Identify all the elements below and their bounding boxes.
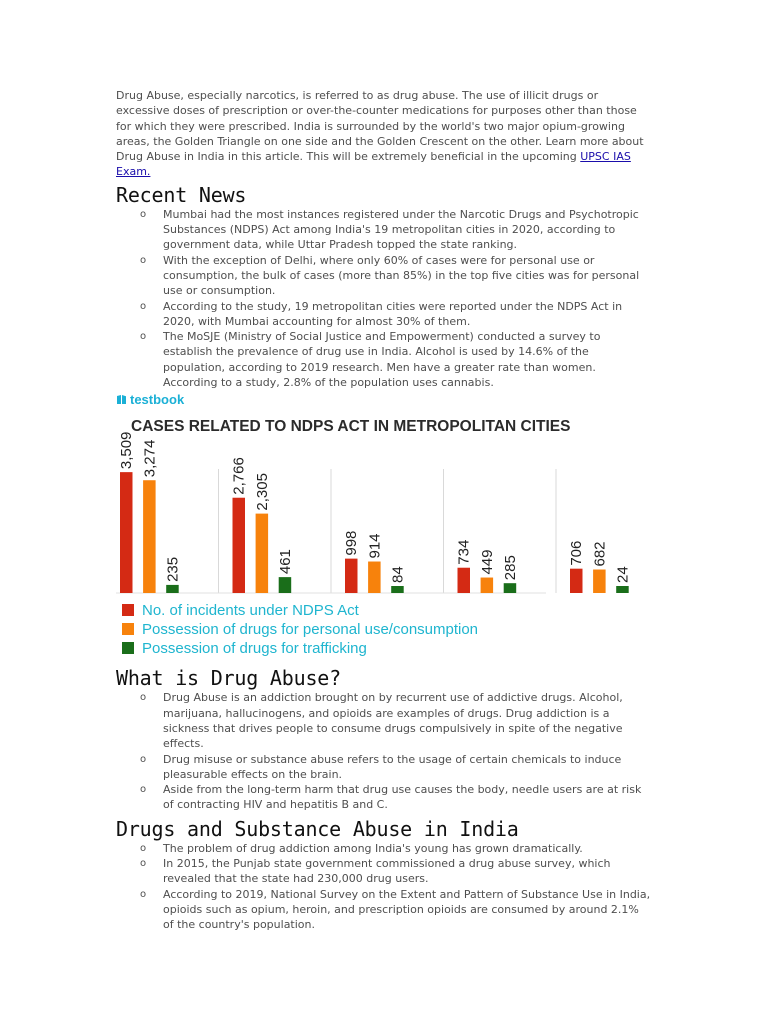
drugs-in-india-list xyxy=(116,841,652,933)
chart-value-label: 998 xyxy=(343,530,361,556)
bullet-icon: o xyxy=(140,208,147,220)
upsc-exam-link[interactable]: UPSC IAS Exam. xyxy=(116,150,631,179)
chart-title: CASES RELATED TO NDPS ACT IN METROPOLITAN CITIES xyxy=(131,418,571,436)
legend-swatch xyxy=(122,623,134,635)
chart-value-label: 449 xyxy=(478,549,496,575)
drugs-in-india-heading: Drugs and Substance Abuse in India xyxy=(116,816,519,841)
bullet-icon: o xyxy=(140,254,147,266)
ndps-chart xyxy=(116,407,652,659)
legend-label: Possession of drugs for trafficking xyxy=(142,640,367,658)
list-item-text: The MoSJE (Ministry of Social Justice and Empowerment) conducted a survey to establish the prevalence of drug use in India. Alcohol is used by 14.6% of the population, according to 2019 research. Men have a greater rate than women. According to a study, 2.8% of the population uses cannabis. xyxy=(163,330,601,390)
chart-value-label: 706 xyxy=(568,540,586,567)
chart-value-label: 682 xyxy=(591,541,609,567)
chart-value-label: 24 xyxy=(614,566,632,584)
chart-value-label: 914 xyxy=(366,533,384,559)
chart-value-label: 285 xyxy=(501,555,519,581)
chart-value-label: 84 xyxy=(389,566,407,584)
list-item-text: With the exception of Delhi, where only 60% of cases were for personal use or consumption, the bulk of cases (more than 85%) in the top five cities was for personal use or consumption. xyxy=(163,253,640,298)
chart-bar xyxy=(616,586,629,593)
intro-paragraph xyxy=(116,88,652,180)
bullet-icon: o xyxy=(140,753,147,765)
legend-swatch xyxy=(122,604,134,616)
chart-value-label: 2,305 xyxy=(253,473,271,511)
chart-bar xyxy=(166,585,179,593)
list-item xyxy=(116,782,652,813)
chart-bar xyxy=(368,562,381,593)
testbook-logo-icon xyxy=(116,394,127,405)
list-item-text: According to 2019, National Survey on the Extent and Pattern of Substance Use in India, opioids such as opium, heroin, and prescription opioids are consumed by around 2.1% of the country's population. xyxy=(163,887,651,932)
what-is-heading: What is Drug Abuse? xyxy=(116,666,341,691)
testbook-logo xyxy=(116,391,652,407)
chart-bar xyxy=(593,570,606,593)
list-item-text: According to the study, 19 metropolitan cities were reported under the NDPS Act in 2020, with Mumbai accounting for almost 30% of them. xyxy=(163,299,623,328)
chart-value-label: 3,509 xyxy=(118,431,136,470)
bullet-icon: o xyxy=(140,784,147,796)
legend-swatch xyxy=(122,642,134,654)
chart-value-label: 461 xyxy=(276,549,294,575)
recent-news-list xyxy=(116,207,652,391)
recent-news-heading: Recent News xyxy=(116,182,247,207)
what-is-list xyxy=(116,690,652,812)
bullet-icon: o xyxy=(140,888,147,900)
list-item-text: Drug misuse or substance abuse refers to the usage of certain chemicals to induce pleasurable effects on the brain. xyxy=(163,752,622,781)
list-item xyxy=(116,299,652,330)
bullet-icon: o xyxy=(140,842,147,854)
list-item-text: The problem of drug addiction among India's young has grown dramatically. xyxy=(163,841,583,855)
legend-label: Possession of drugs for personal use/consumption xyxy=(142,621,479,639)
chart-bar xyxy=(143,481,156,594)
chart-bar xyxy=(570,569,583,593)
chart-bar xyxy=(120,472,133,593)
chart-bar xyxy=(481,578,494,593)
testbook-logo-text: testbook xyxy=(130,391,185,407)
chart-value-label: 235 xyxy=(164,557,182,583)
list-item xyxy=(116,329,652,390)
list-item xyxy=(116,690,652,751)
list-item-text: Mumbai had the most instances registered under the Narcotic Drugs and Psychotropic Substances (NDPS) Act among India's 19 metropolitan cities in 2020, according to government data, while Uttar Pradesh topped the state ranking. xyxy=(163,207,639,252)
chart-bar xyxy=(458,568,471,593)
chart-value-label: 3,274 xyxy=(141,440,159,478)
bullet-icon: o xyxy=(140,858,147,870)
list-item xyxy=(116,887,652,933)
bullet-icon: o xyxy=(140,331,147,343)
legend-label: No. of incidents under NDPS Act xyxy=(142,602,359,620)
chart-bar xyxy=(256,514,269,593)
chart-bar xyxy=(345,559,358,593)
list-item-text: Aside from the long-term harm that drug use causes the body, needle users are at risk of contracting HIV and hepatitis B and C. xyxy=(163,783,642,812)
chart-value-label: 2,766 xyxy=(230,457,248,496)
chart-bar xyxy=(279,577,292,593)
list-item-text: In 2015, the Punjab state government commissioned a drug abuse survey, which revealed that the state had 230,000 drug users. xyxy=(163,857,611,886)
list-item-text: Drug Abuse is an addiction brought on by recurrent use of addictive drugs. Alcohol, marijuana, hallucinogens, and opioids are examples of drugs. Drug addiction is a sickness that drives people to consume drugs compulsively in spite of the negative effects. xyxy=(163,691,623,751)
chart-bar xyxy=(391,586,404,593)
bullet-icon: o xyxy=(140,692,147,704)
list-item xyxy=(116,253,652,299)
list-item xyxy=(116,752,652,783)
chart-bar xyxy=(504,584,517,594)
article xyxy=(116,88,652,933)
chart-bar xyxy=(233,498,246,593)
bullet-icon: o xyxy=(140,300,147,312)
list-item xyxy=(116,856,652,887)
list-item xyxy=(116,841,652,856)
intro-text: Drug Abuse, especially narcotics, is referred to as drug abuse. The use of illicit drugs or excessive doses of prescription or over-the-counter medications for purposes other than those for which they were prescribed. India is surrounded by the world's two major opium-growing areas, the Golden Triangle on one side and the Golden Crescent on the other. Learn more about Drug Abuse in India in this article. This will be extremely beneficial in the upcoming xyxy=(116,89,644,164)
chart-value-label: 734 xyxy=(455,540,473,566)
list-item xyxy=(116,207,652,253)
